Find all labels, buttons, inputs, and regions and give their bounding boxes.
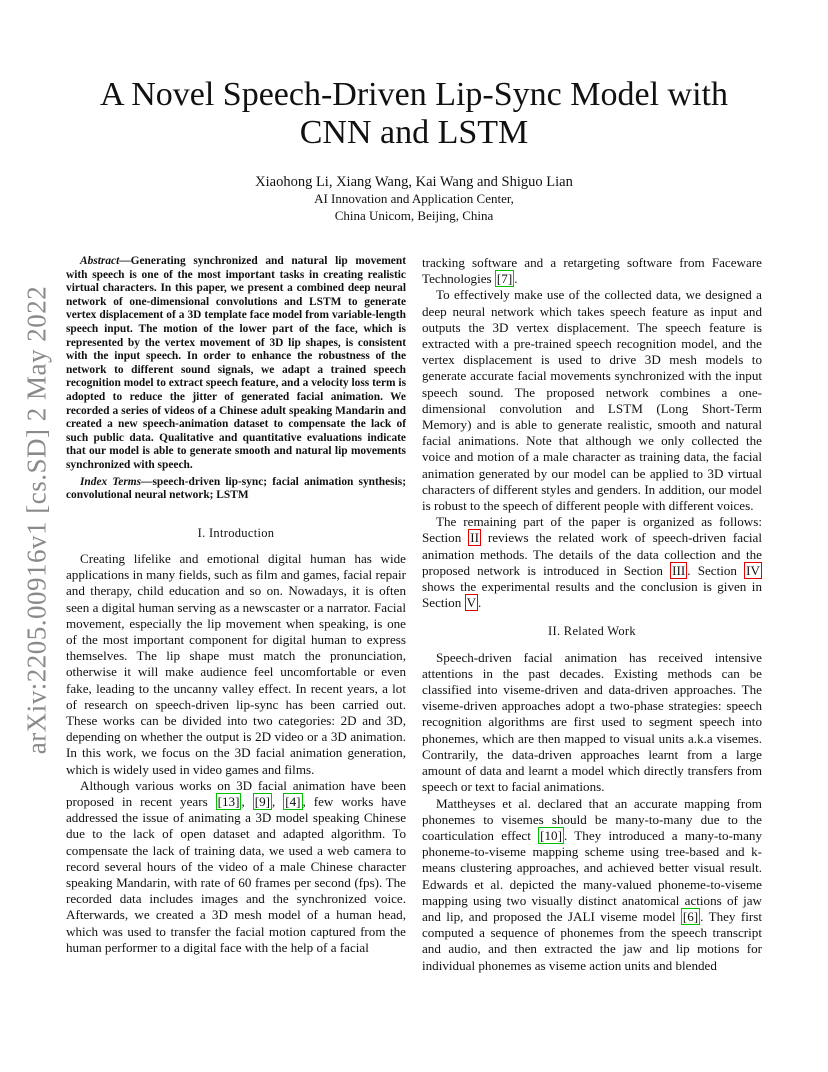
related-p2-text-b: . They introduced a many-to-many phoneme-to-viseme mapping scheme using tree-based and k-means clustering approaches, and achieved better visual result. Edwards et al. depicted the many-valued phoneme-to-viseme mapping using two visually distinct anatomical actions of jaw and lip, and proposed the JALI viseme model <box>422 827 762 924</box>
intro-p4-text-c: shows the experimental results and the conclusion is given in Section <box>422 579 762 611</box>
related-paragraph-1: Speech-driven facial animation has received intensive attentions in the past decades. Existing methods can be classified into viseme-driven and data-driven approaches. The viseme-driven approaches adopt a two-phase strategies: speech recognition algorithms are first used to segment speech into phonemes, which are then mapped to visual units a.k.a visemes. Contrarily, the data-driven approaches learnt from a large amount of data and learnt a model which directly transfers from speech or text to facial animations. <box>422 649 762 795</box>
section-heading-introduction: I. Introduction <box>197 525 275 540</box>
intro-paragraph-1: Creating lifelike and emotional digital human has wide applications in many fields, such as film and games, facial repair and therapy, child education and so on. Nowadays, it is often seen a digital human serving as a newscaster or a narrator. Facial movement, especially the lip movement when speaking, is one of the most important component for digital human to express themselves. The lip shape must match the pronunciation, otherwise it will make audience feel uncomfortable or even fake, leading to the uncanny valley effect. In recent years, a lot of research on speech-driven lip-sync has been carried out. These works can be divided into two categories: 2D and 3D, depending on whether the output is 2D video or a 3D animation. In this work, we focus on the 3D facial animation generation, which is widely used in video games and films. <box>66 550 406 777</box>
citation-link-9[interactable]: [9] <box>254 793 270 809</box>
section-link-V[interactable]: V <box>466 595 477 611</box>
related-paragraph-2 <box>422 796 762 974</box>
citation-link-10[interactable]: [10] <box>540 827 562 843</box>
citation-link-6[interactable]: [6] <box>682 908 699 924</box>
citation-link-13[interactable]: [13] <box>217 793 240 809</box>
section-link-III[interactable]: III <box>672 562 686 578</box>
intro-paragraph-3: To effectively make use of the collected data, we designed a deep neural network which takes speech feature as input and outputs the 3D vertex displacement. The speech feature is extracted with a pre-trained speech recognition model, and the vertex displacement is used to drive 3D mesh models to generate accurate facial movements synchronized with the input speech sound. The proposed network combines a one-dimensional convolution and LSTM (Long Short-Term Memory) and is able to generate realistic, smooth and natural facial animations. Note that although we only collected the voice and motion of a male character as training data, the facial animation generated by our model can be applied to 3D virtual characters of different styles and genders. In addition, our model is robust to the speech of different people with different voices. <box>422 287 762 514</box>
section-heading-related-work: II. Related Work <box>548 624 636 639</box>
intro-paragraph-2: Although various works on 3D facial animation have been proposed in recent years [13] , [9] , [4] , few works have addressed the issue of animating a 3D model speaking Chinese due to the lack of open dataset and adapted algorithm. To compensate the lack of training data, we used a web camera to record several hours of the video of a male Chinese character speaking Mandarin, with rate of 60 frames per second (fps). The recorded data includes images and the synchronized voice. Afterwards, we created a 3D mesh model of a human head, which was used to transfer the facial motion captured from the human performer to a digital face with the help of a facial <box>66 777 407 955</box>
section-link-IV[interactable]: IV <box>746 562 760 578</box>
citation-link-4[interactable]: [4] <box>285 793 301 809</box>
paper-title: A Novel Speech-Driven Lip-Sync Model with CNN and LSTM <box>100 76 728 151</box>
section-link-II[interactable]: II <box>470 530 479 546</box>
index-terms-text: —speech-driven lip-sync; facial animation synthesis; convolutional neural network; LSTM <box>66 475 406 502</box>
intro-paragraph-4: The remaining part of the paper is organized as follows: Section II reviews the related work of speech-driven facial animation methods. The details of the data collection and the proposed network is introduced in Section III . Section IV shows the experimental results and the conclusion is given in Section V . <box>422 514 762 611</box>
related-p2-text-a: Mattheyses et al. declared that an accurate mapping from phonemes to visemes should be many-to-many due to the coarticulation effect <box>422 795 762 843</box>
intro-p2-text-b: , few works have addressed the issue of animating a 3D model speaking Chinese due to the lack of open dataset and adapted algorithm. To compensate the lack of training data, we used a web camera to record several hours of the video of a male Chinese character speaking Mandarin, with rate of 60 frames per second (fps). The recorded data includes images and the synchronized voice. Afterwards, we created a 3D mesh model of a human head, which was used to transfer the facial motion captured from the human performer to a digital face with the help of a facial <box>66 793 407 955</box>
intro-p2-text-a: Although various works on 3D facial animation have been proposed in recent years <box>66 777 406 809</box>
affiliation-line-1: AI Innovation and Application Center, <box>314 191 514 206</box>
index-terms-label: Index Terms <box>80 475 142 488</box>
author-list: Xiaohong Li, Xiang Wang, Kai Wang and Shiguo Lian <box>255 174 573 190</box>
abstract-text: —Generating synchronized and natural lip movement with speech is one of the most important tasks in creating realistic virtual characters. In this paper, we present a combined deep neural network of one-dimensional convolutions and LSTM to generate vertex displacement of a 3D template face model from variable-length speech input. The motion of the lower part of the face, which is represented by the vertex movement of 3D lip shapes, is consistent with the input speech. In order to enhance the robustness of the network to different sound signals, we adapt a trained speech recognition model to extract speech feature, and a velocity loss term is adopted to reduce the jitter of generated facial animation. We recorded a series of videos of a Chinese adult speaking Mandarin and created a new speech-animation dataset to compensate the lack of such public data. Qualitative and quantitative evaluations indicate that our model is able to generate smooth and natural lip movements synchronized with speech. <box>66 255 406 471</box>
related-p2-text-c: . They first computed a sequence of phonemes from the speech transcript and audio, and then extracted the jaw and lip motions for individual phonemes as viseme action units and blended <box>422 908 762 973</box>
intro-p4-text-a: The remaining part of the paper is organized as follows: Section <box>422 514 762 546</box>
affiliation-line-2: China Unicom, Beijing, China <box>334 208 494 223</box>
index-terms <box>66 476 406 503</box>
arxiv-sidebar <box>12 285 62 755</box>
abstract <box>66 255 406 473</box>
abstract-label: Abstract <box>80 255 120 267</box>
arxiv-identifier: arXiv:2205.00916v1 [cs.SD] 2 May 2022 <box>21 285 52 755</box>
left-column <box>66 255 406 956</box>
citation-link-7[interactable]: [7] <box>496 271 513 287</box>
intro-paragraph-2-continued: tracking software and a retargeting software from Faceware Technologies [7] . <box>422 255 762 287</box>
right-column <box>422 255 762 974</box>
intro-p4-text-b: reviews the related work of speech-driven facial animation methods. The details of the data collection and the proposed network is introduced in Section <box>422 530 762 578</box>
